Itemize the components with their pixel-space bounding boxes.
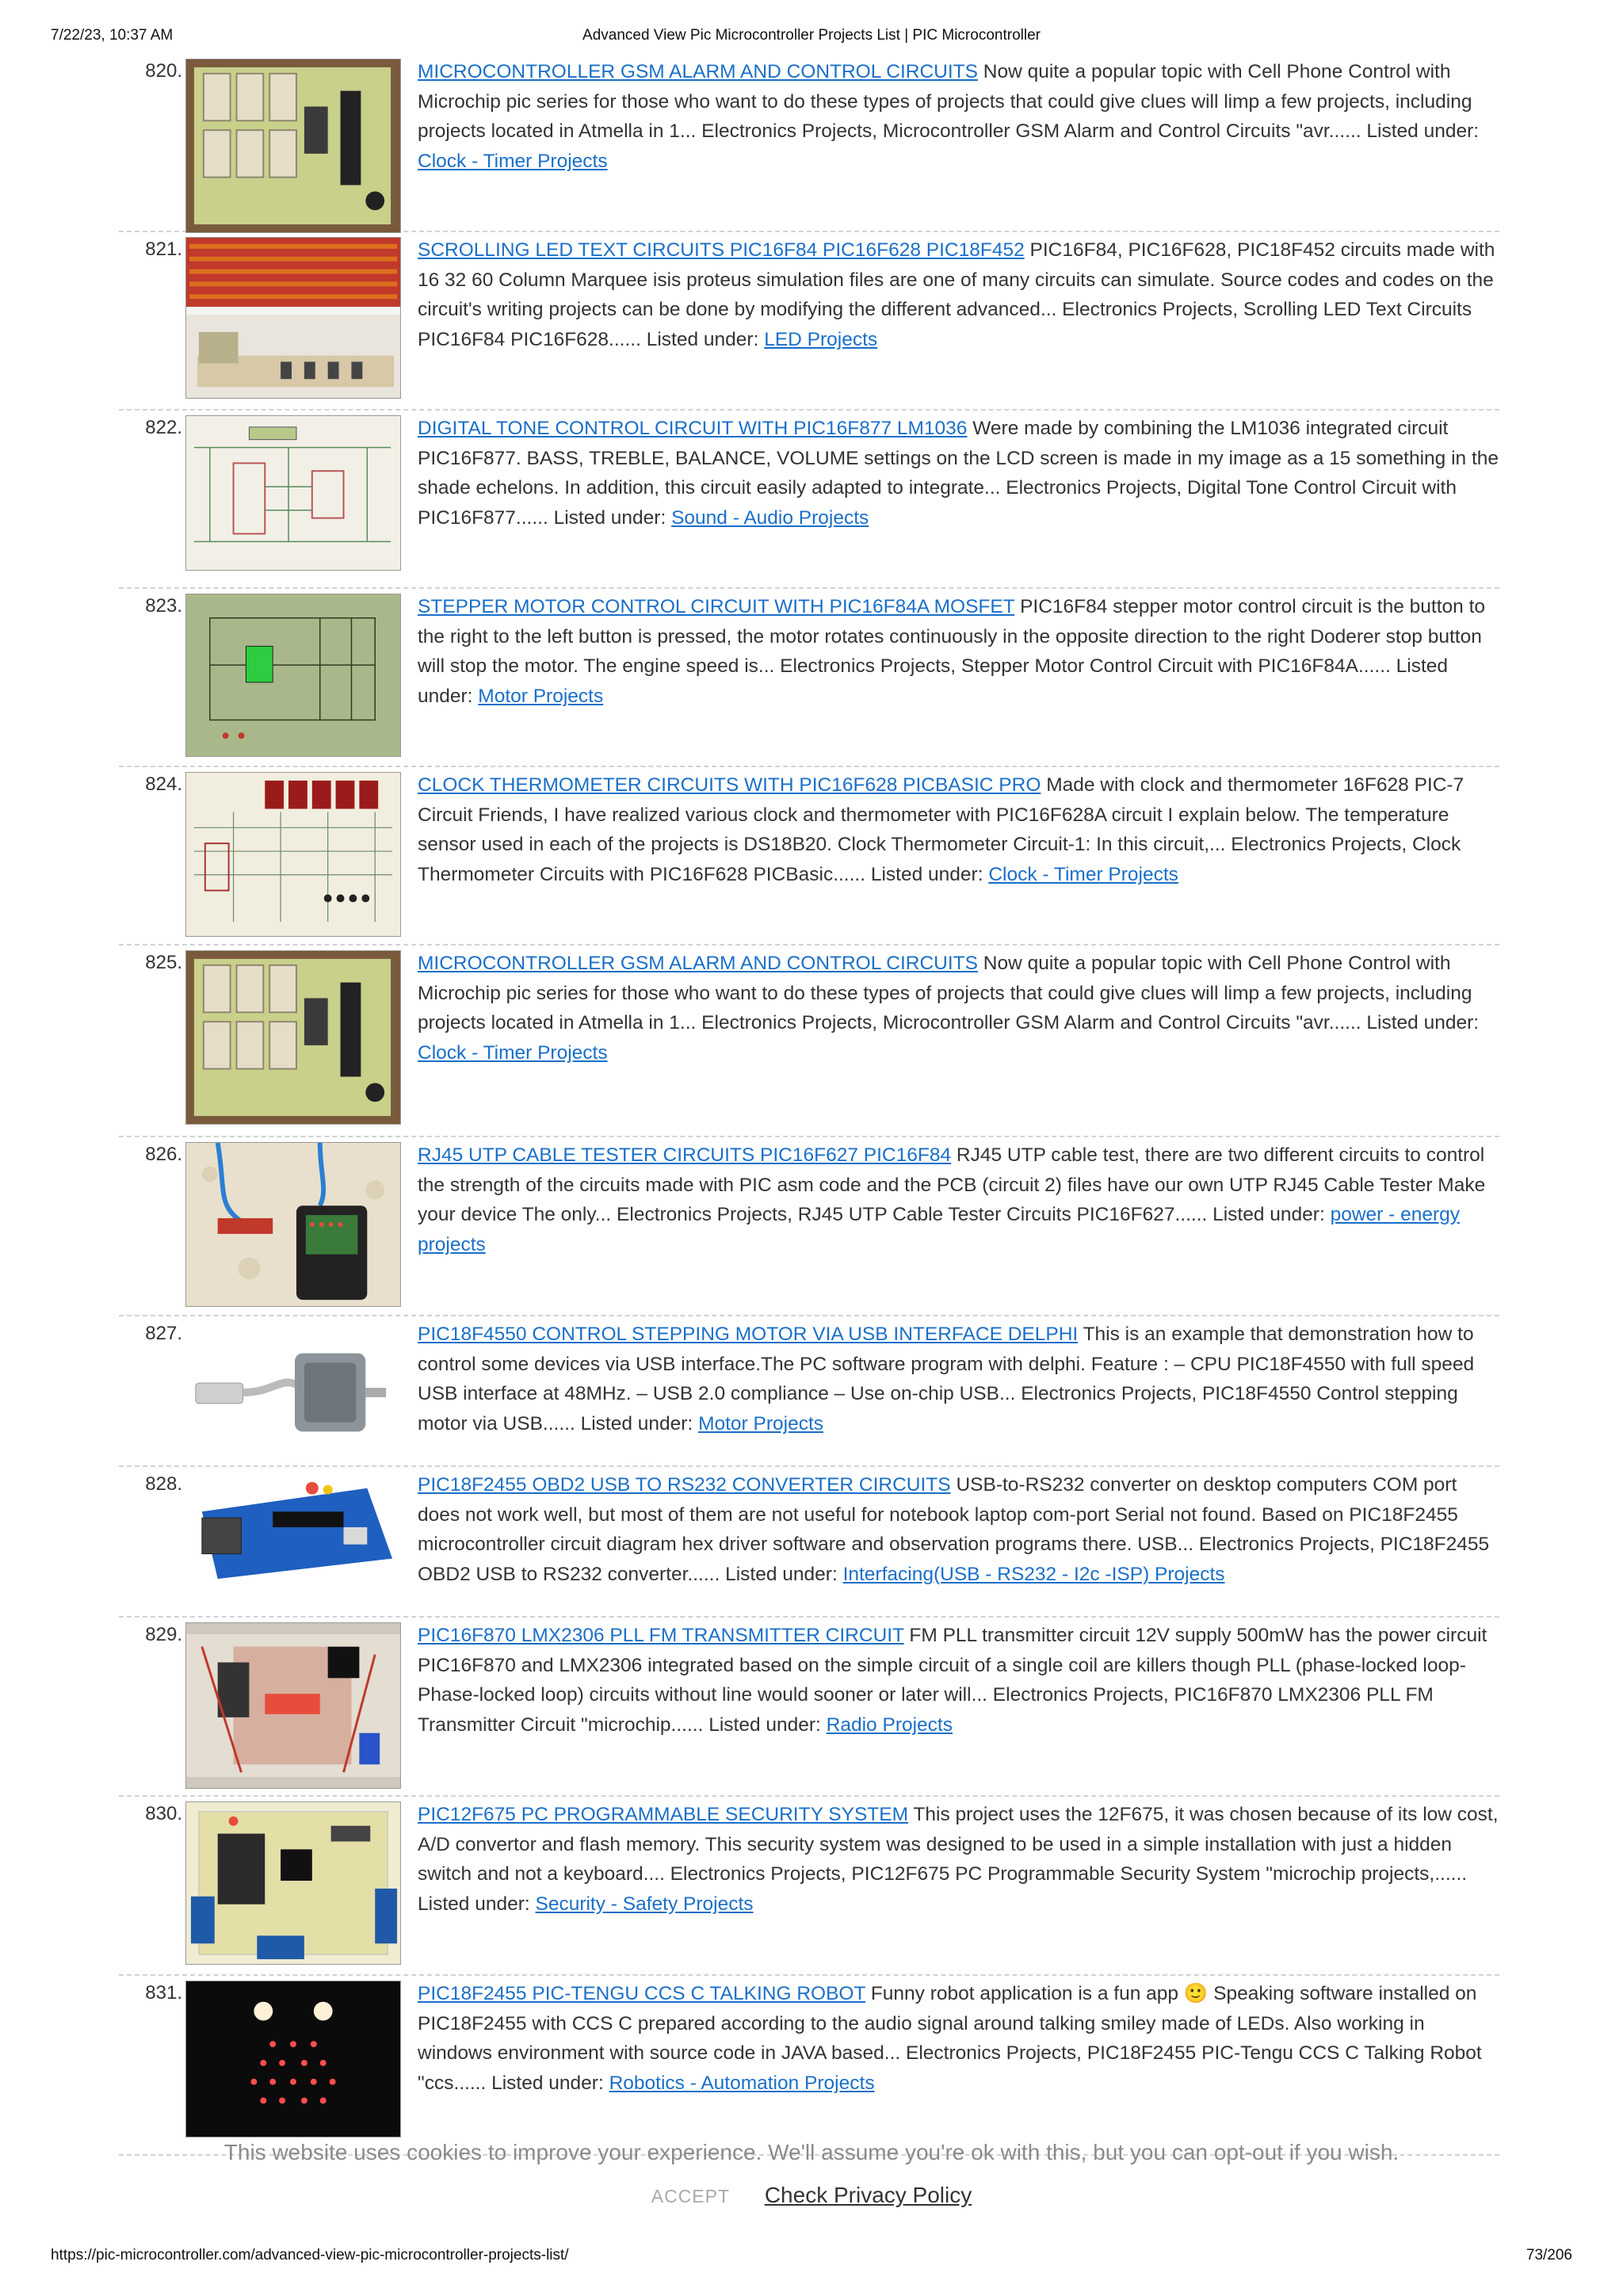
stepper-motor-photo-icon[interactable]	[185, 1321, 401, 1461]
item-number: 824.	[145, 774, 182, 795]
listed-under-label: Listed under:	[491, 2072, 604, 2094]
listed-under-label-2: under:	[475, 1893, 530, 1915]
item-number: 830.	[145, 1803, 182, 1824]
item-description: PIC16F84, PIC16F628, PIC18F452 circuits made with 16 32 60 Column Marquee isis proteus simulation files are one of many circuits can simulate. Source codes and codes on the circuit's writing projects can be done by modifying the different advanced... Electronics Projects, Scrolling LED Text Circuits PIC16F84 PIC16F628......	[418, 239, 1495, 350]
list-item	[119, 54, 1499, 232]
project-list	[119, 54, 1499, 2156]
listed-under-label: Listed under:	[1212, 1204, 1325, 1225]
item-title-link[interactable]: SCROLLING LED TEXT CIRCUITS PIC16F84 PIC16F628 PIC18F452	[418, 239, 1025, 261]
cookie-message: This website uses cookies to improve your experience. We'll assume you're ok with this, but you can opt-out if you wish.	[223, 2140, 1400, 2164]
cable-tester-photo-icon[interactable]	[185, 1142, 401, 1307]
item-description: This is an example that demonstration how to control some devices via USB interface.The PC software program with delphi. Feature : – CPU PIC18F4550 with full speed USB interface at 48MHz. – USB 2.0 compliance – Use on-chip USB... Electronics Projects, PIC18F4550 Control stepping motor via USB......	[418, 1324, 1475, 1435]
item-number: 826.	[145, 1144, 182, 1165]
item-title-link[interactable]: MICROCONTROLLER GSM ALARM AND CONTROL CIRCUITS	[418, 953, 978, 974]
item-description: USB-to-RS232 converter on desktop computers COM port does not work well, but most of them are not useful for notebook laptop com-port Serial not found. Based on PIC18F2455 microcontroller circuit diagram hex driver software and observation programs there. USB... Electronics Projects, PIC18F2455 OBD2 USB to RS232 converter......	[418, 1474, 1490, 1585]
list-item	[119, 411, 1499, 589]
item-title-link[interactable]: PIC16F870 LMX2306 PLL FM TRANSMITTER CIRCUIT	[418, 1625, 904, 1646]
schematic-icon[interactable]	[185, 415, 401, 571]
item-title-link[interactable]: MICROCONTROLLER GSM ALARM AND CONTROL CIRCUITS	[418, 61, 978, 82]
item-title-link[interactable]: PIC18F4550 CONTROL STEPPING MOTOR VIA USB INTERFACE DELPHI	[418, 1324, 1079, 1345]
category-link[interactable]: Security - Safety Projects	[535, 1893, 754, 1915]
item-description: This project uses the 12F675, it was chosen because of its low cost, A/D convertor and flash memory. This security system was designed to be used in a simple installation with just a hidden switch and not a keyboard.... Electronics Projects, PIC12F675 PC Programmable Security System "microchip projects,......	[418, 1804, 1499, 1885]
item-text	[418, 1621, 1499, 1740]
category-link[interactable]: Clock - Timer Projects	[418, 150, 608, 172]
category-link[interactable]: Clock - Timer Projects	[418, 1041, 608, 1064]
listed-under-label: Listed under:	[646, 328, 759, 350]
list-item	[119, 767, 1499, 946]
item-text	[418, 949, 1499, 1068]
item-text	[418, 1470, 1499, 1589]
item-description: Were made by combining the LM1036 integrated circuit PIC16F877. BASS, TREBLE, BALANCE, VOLUME settings on the LCD screen is made in my image as a 15 something in the shade echelons. In addition, this circuit easily adapted to integrate... Electronics Projects, Digital Tone Control Circuit with PIC16F877......	[418, 418, 1499, 529]
security-board-photo-icon[interactable]	[185, 1801, 401, 1965]
category-link[interactable]: Sound - Audio Projects	[671, 506, 869, 529]
item-text	[418, 592, 1499, 711]
print-page-title: Advanced View Pic Microcontroller Projects List | PIC Microcontroller	[582, 27, 1041, 44]
list-item	[119, 946, 1499, 1137]
item-number: 822.	[145, 417, 182, 438]
item-text	[418, 770, 1499, 889]
item-title-link[interactable]: PIC12F675 PC PROGRAMMABLE SECURITY SYSTEM	[418, 1804, 909, 1825]
listed-under-label: Listed under:	[553, 506, 666, 529]
item-description: PIC16F84 stepper motor control circuit is the button to the right to the left button is pressed, the motor rotates continuously in the opposite direction to the right Doderer stop button will stop the motor. The engine speed is... Electronics Projects, Stepper Motor Control Circuit with PIC16F84A......	[418, 596, 1486, 677]
list-item	[119, 1137, 1499, 1316]
seven-segment-schematic-icon[interactable]	[185, 772, 401, 937]
item-number: 827.	[145, 1323, 182, 1344]
pcb-photo-icon[interactable]	[185, 1472, 401, 1584]
listed-under-label: Listed under:	[580, 1412, 693, 1435]
listed-under-label: Listed under:	[1366, 1012, 1480, 1033]
item-description: Now quite a popular topic with Cell Phone Control with Microchip pic series for those who want to do these types of projects that could give clues will limp a few projects, including projects located in Atmella in 1... Electronics Projects, Microcontroller GSM Alarm and Control Circuits "avr......	[418, 953, 1472, 1033]
item-description: Funny robot application is a fun app 🙂 Speaking software installed on PIC18F2455 with CCS C prepared according to the audio signal around talking smiley made of LEDs. Also working in windows environment with source code in JAVA based... Electronics Projects, PIC18F2455 PIC-Tengu CCS C Talking Robot "ccs......	[418, 1983, 1482, 2094]
list-item	[119, 1797, 1499, 1976]
list-item	[119, 1467, 1499, 1618]
item-title-link[interactable]: CLOCK THERMOMETER CIRCUITS WITH PIC16F628 PICBASIC PRO	[418, 774, 1041, 796]
item-text	[418, 235, 1499, 354]
item-number: 821.	[145, 239, 182, 260]
cookie-banner	[0, 2137, 1623, 2208]
print-footer	[51, 2247, 1572, 2267]
cookie-actions	[0, 2183, 1623, 2208]
print-header	[51, 27, 1572, 48]
category-link[interactable]: Motor Projects	[698, 1412, 823, 1435]
item-text	[418, 414, 1499, 533]
list-item	[119, 1316, 1499, 1467]
listed-under-label: Listed under:	[708, 1713, 821, 1736]
print-url: https://pic-microcontroller.com/advanced-view-pic-microcontroller-projects-list/	[51, 2247, 569, 2264]
item-number: 825.	[145, 952, 182, 973]
print-date: 7/22/23, 10:37 AM	[51, 27, 174, 44]
item-description: FM PLL transmitter circuit 12V supply 500mW has the power circuit PIC16F870 and LMX2306 integrated based on the simple circuit of a single coil are killers though PLL (phase-locked loop-Phase-locked loop) circuits without line would sooner or later will... Electronics Projects, PIC16F870 LMX2306 PLL FM Transmitter Circuit "microchip......	[418, 1625, 1487, 1736]
item-text	[418, 1320, 1499, 1438]
privacy-policy-link[interactable]: Check Privacy Policy	[764, 2183, 972, 2207]
relay-board-photo-icon[interactable]	[185, 950, 401, 1125]
led-matrix-photo-icon[interactable]	[185, 237, 401, 399]
item-text	[418, 1979, 1499, 2098]
item-title-link[interactable]: DIGITAL TONE CONTROL CIRCUIT WITH PIC16F877 LM1036	[418, 418, 968, 439]
category-link[interactable]: power - energy projects	[418, 1204, 1460, 1255]
item-title-link[interactable]: PIC18F2455 PIC-TENGU CCS C TALKING ROBOT	[418, 1983, 866, 2004]
item-description: Now quite a popular topic with Cell Phone Control with Microchip pic series for those who want to do these types of projects that could give clues will limp a few projects, including projects located in Atmella in 1... Electronics Projects, Microcontroller GSM Alarm and Control Circuits "avr......	[418, 61, 1472, 142]
category-link[interactable]: Radio Projects	[826, 1713, 953, 1736]
item-description: Made with clock and thermometer 16F628 PIC-7 Circuit Friends, I have realized various clock and thermometer with PIC16F628A circuit I explain below. The temperature sensor used in each of the projects is DS18B20. Clock Thermometer Circuit-1: In this circuit,... Electronics Projects, Clock Thermometer Circuits with PIC16F628 PICBasic......	[418, 774, 1465, 885]
item-description: RJ45 UTP cable test, there are two different circuits to control the strength of the circuits made with PIC asm code and the PCB (circuit 2) files have our own UTP RJ45 Cable Tester Make your device The only... Electronics Projects, RJ45 UTP Cable Tester Circuits PIC16F627......	[418, 1144, 1486, 1225]
item-text	[418, 1800, 1499, 1919]
category-link[interactable]: Interfacing(USB - RS232 - I2c -ISP) Projects	[842, 1563, 1225, 1585]
breadboard-photo-icon[interactable]	[185, 1622, 401, 1789]
item-title-link[interactable]: RJ45 UTP CABLE TESTER CIRCUITS PIC16F627 PIC16F84	[418, 1144, 952, 1166]
list-item	[119, 589, 1499, 767]
item-number: 829.	[145, 1624, 182, 1645]
led-robot-face-photo-icon[interactable]	[185, 1981, 401, 2137]
listed-under-label: Listed under:	[725, 1563, 838, 1585]
list-item	[119, 1976, 1499, 2156]
category-link[interactable]: Robotics - Automation Projects	[609, 2072, 875, 2094]
item-text	[418, 1140, 1499, 1259]
list-item	[119, 232, 1499, 411]
listed-under-label: Listed under:	[1366, 120, 1480, 142]
item-number: 823.	[145, 595, 182, 617]
item-number: 820.	[145, 60, 182, 82]
item-title-link[interactable]: PIC18F2455 OBD2 USB TO RS232 CONVERTER CIRCUITS	[418, 1474, 951, 1496]
listed-under-label: Listed	[418, 1893, 470, 1915]
category-link[interactable]: Clock - Timer Projects	[988, 863, 1178, 885]
listed-under-label: Listed under:	[870, 863, 983, 885]
listed-under-label: Listed	[1396, 655, 1449, 677]
relay-board-photo-icon[interactable]	[185, 59, 401, 233]
simulation-schematic-icon[interactable]	[185, 594, 401, 757]
accept-button[interactable]: ACCEPT	[651, 2186, 731, 2206]
item-text	[418, 57, 1499, 176]
listed-under-label-2: under:	[418, 685, 473, 707]
item-number: 828.	[145, 1473, 182, 1495]
category-link[interactable]: Motor Projects	[478, 685, 604, 707]
list-item	[119, 1618, 1499, 1797]
item-number: 831.	[145, 1982, 182, 2004]
item-title-link[interactable]: STEPPER MOTOR CONTROL CIRCUIT WITH PIC16F84A MOSFET	[418, 596, 1015, 617]
category-link[interactable]: LED Projects	[764, 328, 878, 350]
print-page-number: 73/206	[1526, 2247, 1572, 2264]
